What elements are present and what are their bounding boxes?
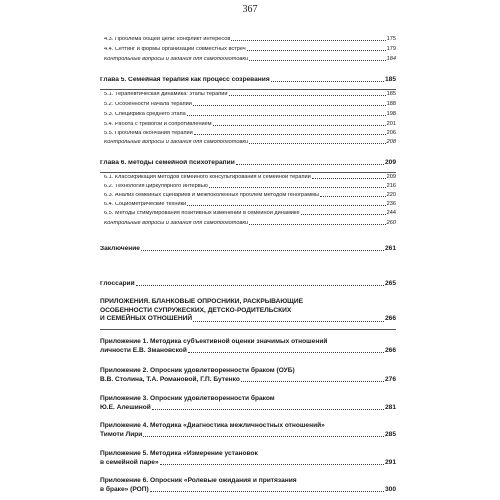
appendix-title-line: Приложение 4. Методика «Диагностика межличностных отношений»	[100, 422, 325, 429]
appendix-entry[interactable]	[100, 395, 396, 412]
toc-entry-page: 188	[386, 101, 396, 107]
chapter-heading[interactable]	[100, 160, 396, 167]
appendix-entry[interactable]	[100, 450, 396, 467]
appendix-title-line: личности Е.В. Змановской	[100, 346, 187, 354]
dot-leader	[160, 464, 384, 465]
appendix-title-line: Приложение 6. Опросник «Ролевые ожидания и притязания	[100, 477, 297, 484]
toc-entry-title: 6.2. Технология циркулярного интервью	[104, 184, 208, 189]
toc-entry-title: 5.4. Работа с тревогой и сопротивлением	[104, 122, 212, 127]
dot-leader	[209, 187, 386, 188]
toc-entry[interactable]	[100, 211, 396, 217]
toc-entry-title: 5.1. Терапевтическая динамика: этапы терапии	[104, 92, 228, 97]
toc-entry[interactable]	[100, 122, 396, 128]
appendices-page: 266	[384, 315, 396, 323]
toc-entry-page: 244	[386, 210, 396, 216]
dot-leader	[249, 224, 385, 225]
toc-entry-title: 5.3. Специфика среднего этапа	[104, 112, 186, 117]
appendix-title-line: Тимоти Лири	[100, 430, 143, 438]
dot-leader	[249, 60, 385, 61]
conclusion-entry[interactable]	[100, 246, 396, 253]
dot-leader	[187, 115, 386, 116]
chapter-page: 185	[384, 76, 396, 83]
appendix-entry[interactable]	[100, 477, 396, 494]
appendix-title-line: Приложение 5. Методика «Измерение установок	[100, 450, 258, 457]
appendix-entry[interactable]	[100, 338, 396, 355]
dot-leader	[241, 381, 384, 382]
toc-entry-page: 236	[386, 201, 396, 207]
toc-entry-page: 220	[386, 192, 396, 198]
toc-entry-page: 216	[386, 183, 396, 189]
appendix-title-line: Приложение 1. Методика субъективной оценки значимых отношений	[100, 338, 328, 345]
appendix-page: 281	[384, 403, 396, 411]
dot-leader	[320, 196, 386, 197]
dot-leader	[247, 50, 386, 51]
appendix-title-line: Ю.Е. Алешиной	[100, 403, 151, 411]
appendix-page: 285	[384, 430, 396, 438]
chapter-title: Глава 6. методы семейной психотерапии	[100, 160, 235, 166]
dot-leader	[143, 436, 384, 437]
appendix-entry[interactable]	[100, 367, 396, 384]
glossary-entry[interactable]	[100, 281, 396, 288]
divider	[100, 329, 396, 330]
appendix-title-line: в браке» (РОП)	[100, 485, 149, 493]
dot-leader	[236, 164, 384, 165]
dot-leader	[271, 81, 384, 82]
appendices-heading[interactable]	[100, 298, 396, 324]
toc-entry-page: 208	[386, 139, 396, 145]
appendix-title-line: Приложение 3. Опросник удовлетворенности браком	[100, 395, 275, 402]
conclusion-title: Заключение	[100, 246, 140, 252]
dot-leader	[136, 285, 384, 286]
toc-entry-page: 175	[386, 36, 396, 42]
appendix-page: 291	[384, 458, 396, 466]
dot-leader	[301, 214, 386, 215]
toc-entry-page: 260	[386, 220, 396, 226]
divider	[100, 172, 396, 173]
dot-leader	[312, 178, 386, 179]
dot-leader	[229, 95, 386, 96]
dot-leader	[249, 143, 385, 144]
toc-entry-title: 6.3. Анализ семейных сценариев и межпоколенных проблем методом генограммы	[104, 193, 319, 198]
toc-entry-title: 6.4. Социометрические техники	[104, 202, 187, 207]
dot-leader	[213, 125, 386, 126]
dot-leader	[193, 105, 386, 106]
toc-entry-title: Контрольные вопросы и задания для самоподготовки	[104, 140, 249, 145]
toc-entry-page: 209	[386, 174, 396, 180]
appendix-entry[interactable]	[100, 422, 396, 439]
toc-entry-page: 179	[386, 46, 396, 52]
appendix-title-line: в семейной паре»	[100, 458, 159, 466]
appendix-title-line: Приложение 2. Опросник удовлетворенности браком (ОУБ)	[100, 367, 295, 374]
toc-entry[interactable]	[100, 37, 396, 43]
glossary-page: 265	[384, 280, 396, 287]
toc-entry-page: 206	[386, 130, 396, 136]
appendix-title-line: В.В. Столина, Т.А. Романовой, Г.П. Бутенко	[100, 375, 240, 383]
toc-entry[interactable]	[100, 140, 396, 146]
divider	[100, 89, 396, 90]
dot-leader	[187, 205, 385, 206]
toc-entry[interactable]	[100, 102, 396, 108]
chapter-heading[interactable]	[100, 77, 396, 84]
appendices-heading-line: И СЕМЕЙНЫХ ОТНОШЕНИЙ	[100, 315, 193, 323]
toc-entry-page: 201	[386, 121, 396, 127]
dot-leader	[193, 321, 384, 322]
appendix-page: 300	[384, 485, 396, 493]
toc-entry-page: 184	[386, 56, 396, 62]
toc-entry[interactable]	[100, 112, 396, 118]
toc-entry-title: 5.2. Особенности начала терапии	[104, 102, 192, 107]
dot-leader	[150, 491, 384, 492]
toc-entry[interactable]	[100, 193, 396, 199]
dot-leader	[231, 40, 385, 41]
toc-entry-title: Контрольные вопросы и задания для самоподготовки	[104, 221, 249, 226]
toc-entry-title: 5.5. Проблема окончания терапии	[104, 131, 193, 136]
toc-entry-page: 185	[386, 91, 396, 97]
toc-entry-title: 4.3. Проблема общей цели: конфликт интересов	[104, 37, 231, 42]
dot-leader	[194, 134, 386, 135]
chapter-page: 209	[384, 159, 396, 166]
toc-entry[interactable]	[100, 57, 396, 63]
toc-entry-title: 6.1. Классификация методов семейного консультирования и семейной терапии	[104, 175, 311, 180]
toc-entry[interactable]	[100, 131, 396, 137]
glossary-title: Глоссарий	[100, 281, 135, 287]
chapter-title: Глава 5. Семейная терапия как процесс созревания	[100, 77, 270, 83]
appendices-heading-line: ОСОБЕННОСТИ СУПРУЖЕСКИХ, ДЕТСКО-РОДИТЕЛЬСКИХ	[100, 306, 292, 314]
page-number: 367	[242, 4, 258, 15]
toc-entry-page: 198	[386, 111, 396, 117]
dot-leader	[188, 352, 384, 353]
dot-leader	[152, 409, 384, 410]
toc-entry[interactable]	[100, 184, 396, 190]
toc-entry-title: 4.4. Сеттинг и формы организации совместных встреч	[104, 47, 246, 52]
toc-entry[interactable]	[100, 175, 396, 181]
conclusion-page: 261	[384, 245, 396, 252]
toc-entry[interactable]	[100, 202, 396, 208]
appendices-heading-line: ПРИЛОЖЕНИЯ. БЛАНКОВЫЕ ОПРОСНИКИ, РАСКРЫВАЮЩИЕ	[100, 298, 304, 305]
appendix-page: 276	[384, 375, 396, 383]
toc-entry[interactable]	[100, 221, 396, 227]
toc-entry-title: Контрольные вопросы и задания для самоподготовки	[104, 57, 249, 62]
toc-entry[interactable]	[100, 47, 396, 53]
toc-entry[interactable]	[100, 92, 396, 98]
toc-entry-title: 6.5. Методы стимулирования позитивных изменений в семейной динамике	[104, 211, 300, 216]
appendix-page: 266	[384, 346, 396, 354]
dot-leader	[141, 250, 384, 251]
